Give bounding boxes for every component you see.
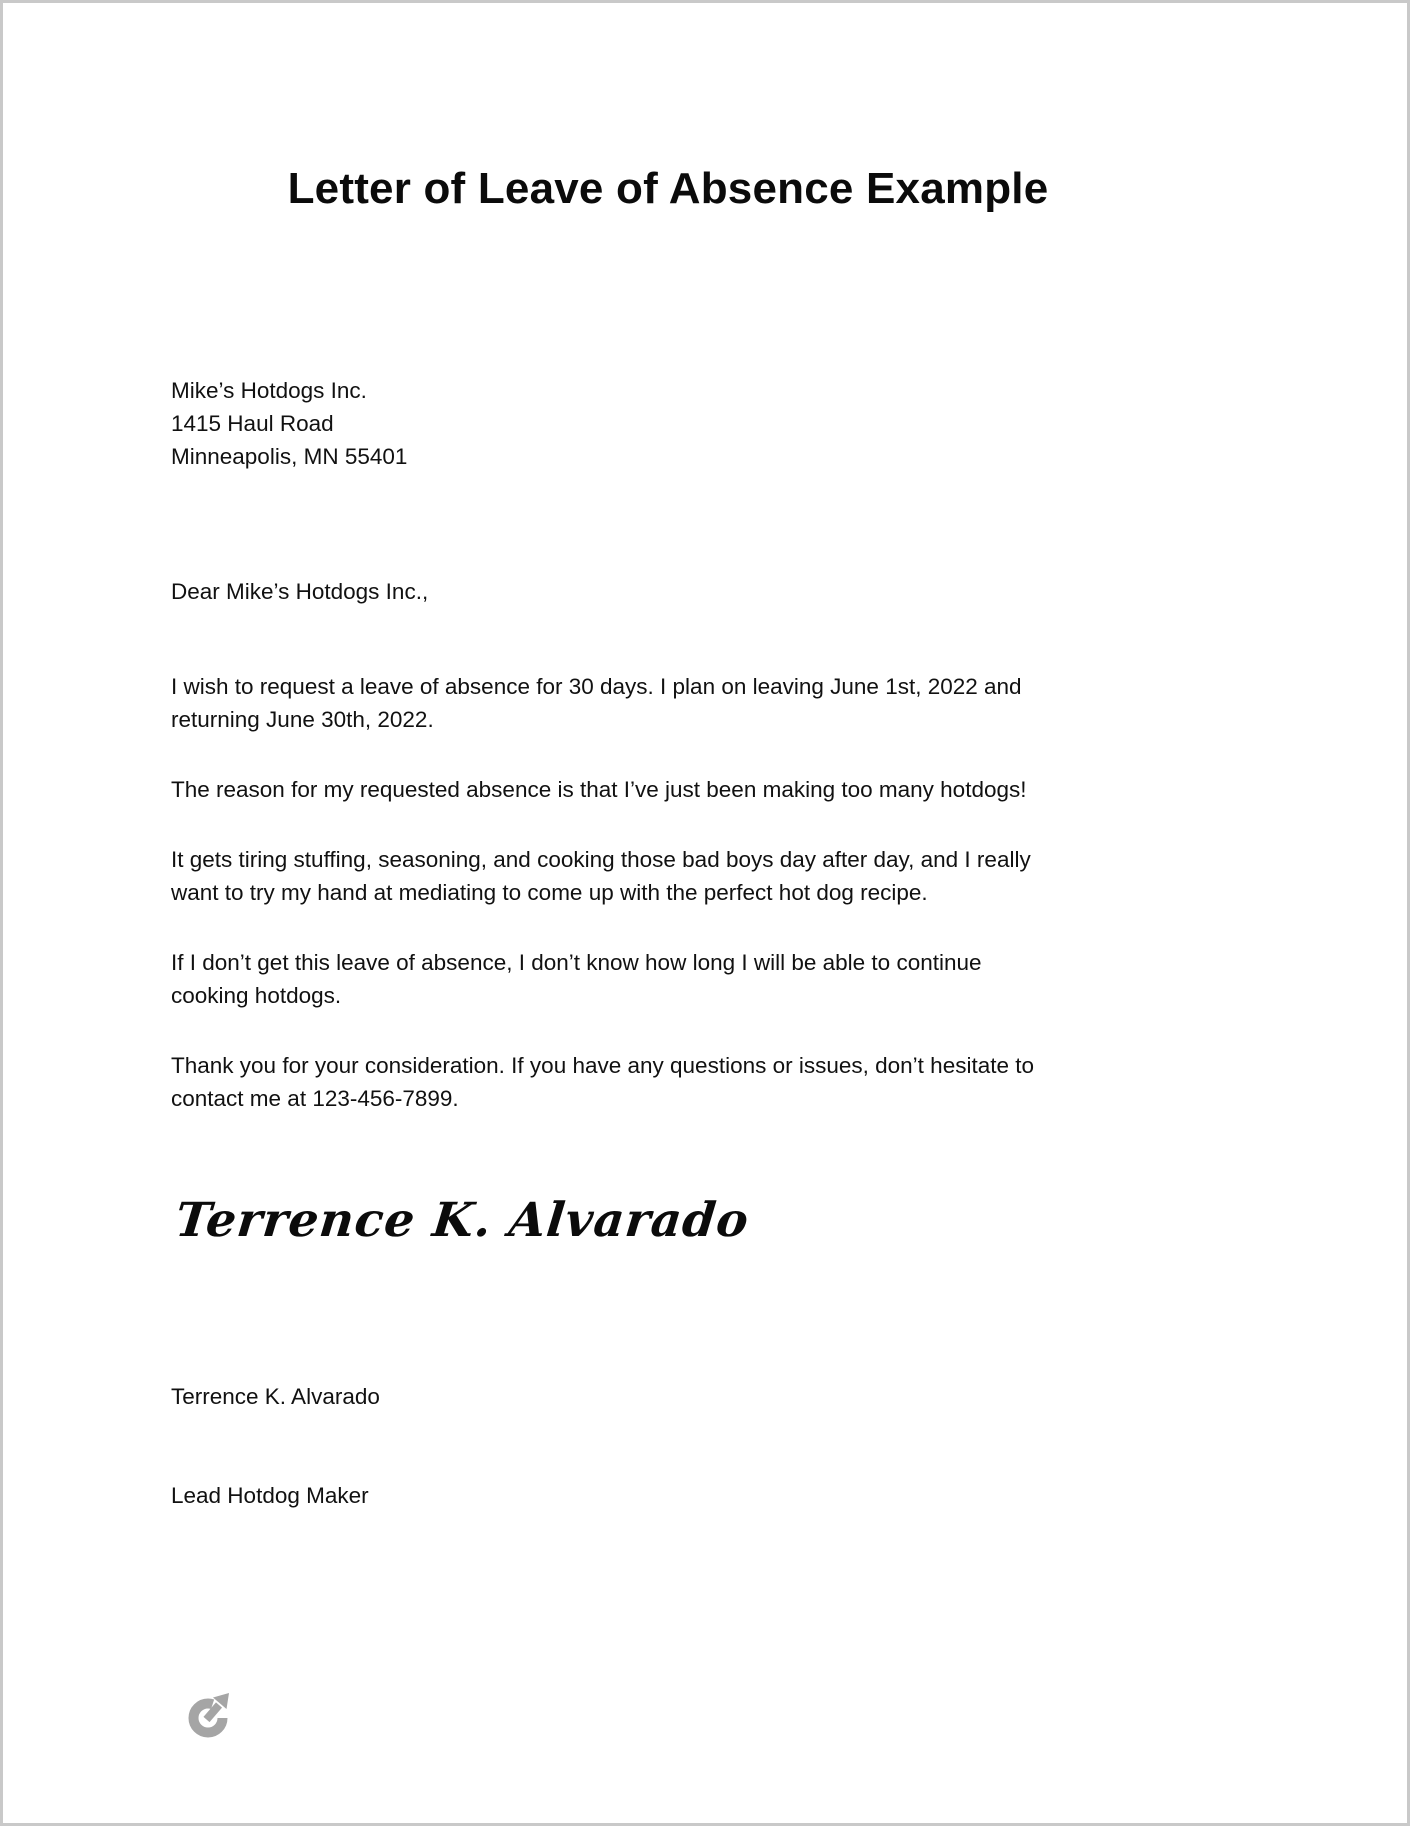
share-circle-arrow-icon [187,1685,235,1740]
salutation: Dear Mike’s Hotdogs Inc., [171,579,429,604]
signer-block [171,1314,380,1578]
recipient-address: Mike’s Hotdogs Inc. 1415 Haul Road Minneapolis, MN 55401 [171,378,408,469]
signature-script: Terrence K. Alvarado [172,1193,752,1248]
body-paragraph-4: If I don’t get this leave of absence, I don’t know how long I will be able to continue cooking hotdogs. [171,950,982,1008]
body-paragraph-2: The reason for my requested absence is that I’ve just been making too many hotdogs! [171,777,1027,802]
body-paragraph-5: Thank you for your consideration. If you have any questions or issues, don’t hesitate to contact me at 123-456-7899. [171,1053,1034,1111]
signer-title: Lead Hotdog Maker [171,1483,369,1508]
signer-name: Terrence K. Alvarado [171,1384,380,1409]
body-paragraph-1: I wish to request a leave of absence for 30 days. I plan on leaving June 1st, 2022 and returning June 30th, 2022. [171,674,1022,732]
body-paragraph-3: It gets tiring stuffing, seasoning, and cooking those bad boys day after day, and I really want to try my hand at mediating to come up with the perfect hot dog recipe. [171,847,1031,905]
letter-title: Letter of Leave of Absence Example [287,164,1049,213]
